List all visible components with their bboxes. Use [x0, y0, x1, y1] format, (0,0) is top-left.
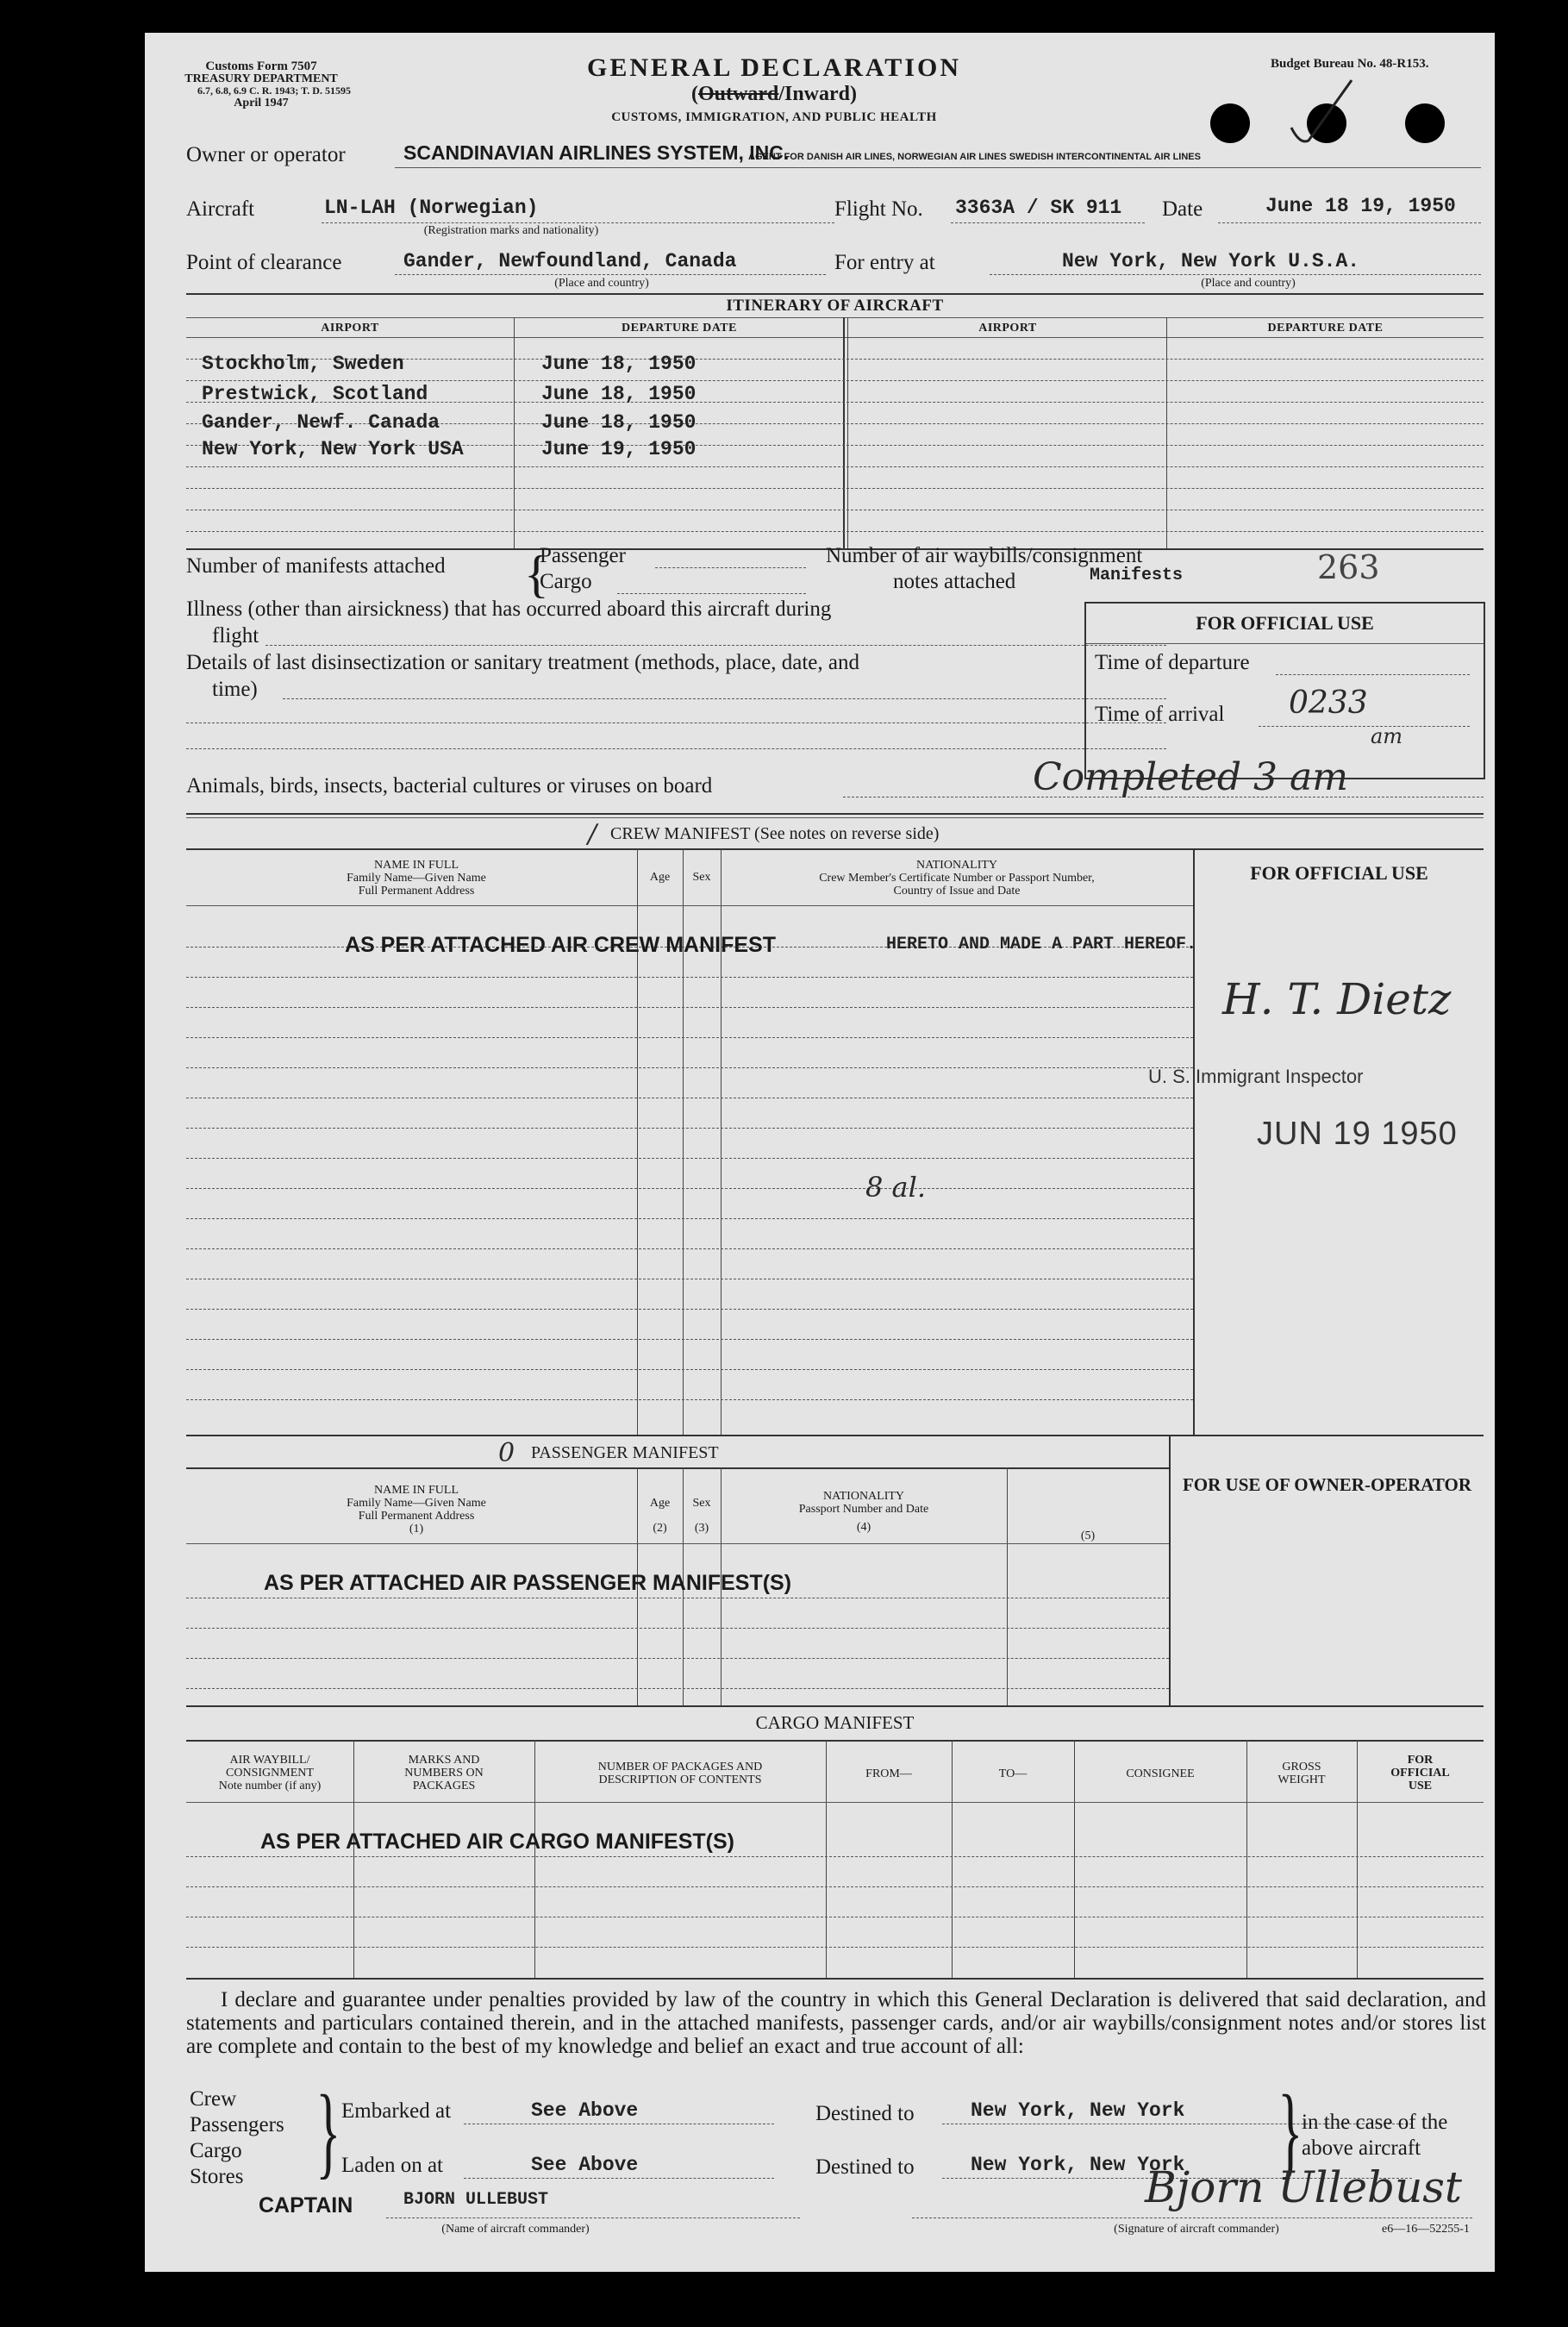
cargo-col8-2: OFFICIAL	[1390, 1767, 1450, 1780]
pax-col-num-2: (2)	[653, 1522, 667, 1535]
captain-caption: (Name of aircraft commander)	[441, 2223, 590, 2236]
crew-col-age: Age	[649, 871, 671, 884]
cargo-manifest-line	[617, 593, 806, 594]
pax-col-nat-2: Passport Number and Date	[798, 1503, 929, 1516]
owner-label: Owner or operator	[186, 143, 346, 166]
passenger-statement: AS PER ATTACHED AIR PASSENGER MANIFEST(S)	[264, 1571, 792, 1595]
disinsect-label-2: time)	[212, 678, 258, 701]
captain-signature: Bjorn Ullebust	[1145, 2162, 1463, 2212]
crew-col-nat-2: Crew Member's Certificate Number or Passport Number,	[819, 872, 1095, 885]
cargo-col-marks	[353, 1754, 534, 1792]
pax-col-num-5: (5)	[1080, 1529, 1096, 1542]
passenger-col-name	[197, 1484, 636, 1536]
time-arrival-label: Time of arrival	[1095, 703, 1225, 726]
manifest-cargo-label: Cargo	[540, 570, 592, 593]
form-date: April 1947	[234, 97, 289, 109]
crew-row-line	[186, 1158, 1193, 1159]
cargo-top-border	[186, 1740, 1484, 1742]
cargo-row-line	[186, 1856, 1484, 1857]
itinerary-header-bottom	[186, 337, 1484, 338]
cargo-col8-3: USE	[1408, 1780, 1433, 1792]
case-text-1: in the case of the	[1302, 2111, 1448, 2134]
itinerary-header-border	[186, 317, 1484, 318]
itinerary-col-date-left: DEPARTURE DATE	[622, 322, 737, 335]
crew-col-name-3: Full Permanent Address	[358, 885, 475, 898]
official-title-rule	[1086, 643, 1484, 644]
itinerary-title: ITINERARY OF AIRCRAFT	[726, 297, 944, 315]
pax-row-line	[186, 1658, 1169, 1659]
itinerary-date: June 18, 1950	[541, 383, 697, 405]
crew-row-line	[186, 1218, 1193, 1219]
itinerary-col-airport-right: AIRPORT	[978, 322, 1037, 335]
inspector-signature: H. T. Dietz	[1222, 974, 1452, 1024]
cargo-statement: AS PER ATTACHED AIR CARGO MANIFEST(S)	[260, 1830, 734, 1854]
clearance-value: Gander, Newfoundland, Canada	[403, 250, 737, 272]
crew-bottom-border	[186, 1435, 1484, 1436]
outward-struck: Outward	[697, 83, 779, 105]
itinerary-divider-right	[1166, 317, 1167, 548]
passenger-count-mark: 0	[498, 1438, 515, 1468]
destined-label-2: Destined to	[815, 2155, 915, 2179]
itinerary-airport: Prestwick, Scotland	[202, 383, 428, 405]
itinerary-row-line	[186, 466, 1484, 467]
declaration-text: I declare and guarantee under penalties provided by law of the country in which this General Declaration is delivered that said declaration, and statements and particulars contained therein, and in the attached manifests, passenger cards, and/or air waybills/consignment notes and/or stores list are complete and contain to the best of my knowledge and belief an exact and true account of all:	[186, 1988, 1486, 2058]
case-text-2: above aircraft	[1302, 2136, 1421, 2160]
customs-form-number: Customs Form 7507	[205, 59, 317, 73]
cargo-col-consignee: CONSIGNEE	[1126, 1767, 1195, 1780]
crew-top-border	[186, 848, 1484, 850]
crew-col-name-2: Family Name—Given Name	[347, 872, 486, 885]
section-divider-2	[186, 817, 1484, 818]
flight-underline	[951, 222, 1145, 223]
crew-statement: AS PER ATTACHED AIR CREW MANIFEST	[345, 933, 776, 957]
disinsect-label-1: Details of last disinsectization or sanitary treatment (methods, place, date, and	[186, 651, 859, 674]
crew-statement-typed: HERETO AND MADE A PART HEREOF.	[886, 935, 1197, 954]
official-use-box	[1084, 602, 1485, 779]
disinsect-line-1	[283, 698, 1166, 699]
itinerary-date: June 19, 1950	[541, 438, 697, 460]
decl-brace-right: }	[1278, 2074, 1303, 2188]
clearance-underline	[395, 274, 826, 275]
cargo-col-weight	[1246, 1761, 1357, 1786]
treasury-dept: TREASURY DEPARTMENT	[184, 72, 338, 85]
cargo-col2-2: NUMBERS ON	[404, 1767, 484, 1780]
illness-label-1: Illness (other than airsickness) that has occurred aboard this aircraft during	[186, 597, 832, 621]
cargo-col2-3: PACKAGES	[412, 1780, 476, 1792]
passenger-header-bottom	[186, 1543, 1169, 1544]
date-value: June 18 19, 1950	[1265, 195, 1456, 217]
aircraft-label: Aircraft	[186, 197, 255, 221]
form-subtitle: (Outward/Inward)	[690, 83, 858, 105]
passenger-col-age	[637, 1497, 683, 1535]
captain-value: BJORN ULLEBUST	[403, 2190, 549, 2210]
itinerary-row-line	[186, 380, 1484, 381]
form-reference: 6.7, 6.8, 6.9 C. R. 1943; T. D. 51595	[197, 84, 351, 97]
crew-row-line	[186, 1037, 1193, 1038]
time-departure-label: Time of departure	[1095, 651, 1250, 674]
completed-note: Completed 3 am	[1033, 755, 1348, 799]
crew-row-line	[186, 1399, 1193, 1400]
passenger-col-nationality	[721, 1490, 1007, 1534]
decl-brace-left: }	[315, 2074, 341, 2188]
date-stamp: JUN 19 1950	[1257, 1116, 1458, 1152]
crew-row-line	[186, 1309, 1193, 1310]
itinerary-top-border	[186, 293, 1484, 295]
crew-col-sex: Sex	[692, 871, 711, 884]
entry-caption: (Place and country)	[1201, 277, 1296, 290]
owner-underline	[395, 167, 1481, 168]
pax-col-age: Age	[649, 1497, 671, 1510]
crew-row-line	[186, 1007, 1193, 1008]
signature-caption: (Signature of aircraft commander)	[1114, 2223, 1279, 2236]
cargo-col-to: TO—	[998, 1767, 1028, 1780]
cargo-col7-2: WEIGHT	[1278, 1773, 1326, 1786]
itinerary-center-divider	[843, 317, 845, 548]
itinerary-row-line	[186, 488, 1484, 489]
punch-hole	[1405, 103, 1445, 143]
itinerary-date: June 18, 1950	[541, 353, 697, 375]
captain-label: CAPTAIN	[259, 2193, 353, 2218]
destined-value-1: New York, New York	[971, 2099, 1185, 2122]
crew-col-nat-3: Country of Issue and Date	[893, 885, 1021, 898]
official-use-title: FOR OFFICIAL USE	[1196, 612, 1374, 634]
cargo-bottom-border	[186, 1978, 1484, 1980]
manifest-passenger-label: Passenger	[540, 544, 626, 567]
time-arrival-suffix: am	[1371, 724, 1403, 748]
cargo-col-from: FROM—	[865, 1767, 912, 1780]
decl-stores: Stores	[190, 2165, 244, 2188]
disinsect-line-2	[186, 722, 1166, 723]
passenger-col-divider	[1007, 1467, 1008, 1705]
pax-col-num-4: (4)	[856, 1521, 871, 1534]
pax-col-nat-1: NATIONALITY	[822, 1490, 905, 1503]
form-agencies: CUSTOMS, IMMIGRATION, AND PUBLIC HEALTH	[611, 110, 937, 124]
owner-value: SCANDINAVIAN AIRLINES SYSTEM, INC.	[403, 141, 790, 164]
laden-value: See Above	[531, 2154, 639, 2176]
punch-hole	[1210, 103, 1250, 143]
flight-value: 3363A / SK 911	[955, 197, 1122, 219]
entry-underline	[990, 274, 1481, 275]
cargo-col-waybill	[186, 1754, 353, 1792]
crew-official-use: FOR OFFICIAL USE	[1250, 862, 1428, 884]
animals-label: Animals, birds, insects, bacterial cultures or viruses on board	[186, 774, 713, 798]
itinerary-airport: Gander, Newf. Canada	[202, 411, 440, 434]
laden-line	[464, 2178, 774, 2179]
entry-label: For entry at	[834, 251, 935, 274]
time-departure-line	[1276, 674, 1470, 675]
crew-title: CREW MANIFEST (See notes on reverse side)	[610, 824, 940, 843]
section-divider	[186, 813, 1484, 815]
inward: /Inward)	[778, 83, 858, 105]
crew-col-name-1: NAME IN FULL	[374, 859, 459, 872]
laden-label: Laden on at	[341, 2154, 444, 2177]
pax-row-line	[186, 1628, 1169, 1629]
crew-row-line	[186, 1339, 1193, 1340]
itinerary-date: June 18, 1950	[541, 411, 697, 434]
crew-col-name	[197, 859, 636, 898]
destined-value-2: New York, New York	[971, 2154, 1185, 2176]
embarked-label: Embarked at	[341, 2099, 452, 2123]
pax-col-name-3: Full Permanent Address	[358, 1510, 475, 1523]
pax-col-name-1: NAME IN FULL	[374, 1484, 459, 1497]
crew-row-line	[186, 1248, 1193, 1249]
cargo-header-bottom	[186, 1802, 1484, 1803]
pax-row-line	[186, 1688, 1169, 1689]
owner-operator-use: FOR USE OF OWNER-OPERATOR	[1182, 1474, 1472, 1495]
form-title: GENERAL DECLARATION	[586, 53, 961, 82]
crew-row-line	[186, 977, 1193, 978]
passenger-bottom-border	[186, 1705, 1484, 1707]
cargo-title: CARGO MANIFEST	[755, 1712, 915, 1733]
pen-check-mark	[1283, 76, 1360, 153]
entry-value: New York, New York U.S.A.	[1062, 250, 1360, 272]
passenger-title: PASSENGER MANIFEST	[531, 1443, 719, 1462]
waybills-label-2: notes attached	[893, 570, 1016, 593]
crew-row-line	[186, 1128, 1193, 1129]
waybills-label-1: Number of air waybills/consignment	[826, 544, 1143, 567]
cargo-col3-1: NUMBER OF PACKAGES AND	[597, 1761, 763, 1773]
time-arrival-line	[1259, 726, 1470, 727]
itinerary-row-line	[186, 531, 1484, 532]
manifests-label: Number of manifests attached	[186, 554, 446, 578]
crew-header-bottom	[186, 905, 1193, 906]
cargo-col-official	[1357, 1754, 1484, 1792]
date-underline	[1218, 222, 1481, 223]
crew-col-nat-1: NATIONALITY	[915, 859, 998, 872]
passenger-manifest-line	[655, 567, 806, 568]
flight-label: Flight No.	[834, 197, 923, 221]
cargo-col7-1: GROSS	[1282, 1761, 1321, 1773]
waybills-count: 263	[1317, 548, 1380, 586]
disinsect-line-3	[186, 748, 1166, 749]
itinerary-center-divider-2	[847, 317, 848, 548]
clearance-label: Point of clearance	[186, 251, 342, 274]
cargo-col8-1: FOR	[1407, 1754, 1434, 1767]
clearance-caption: (Place and country)	[554, 277, 649, 290]
pax-col-num-3: (3)	[694, 1522, 709, 1535]
itinerary-airport: Stockholm, Sweden	[202, 353, 404, 375]
crew-count-mark: /	[588, 819, 597, 849]
itinerary-col-airport-left: AIRPORT	[321, 322, 379, 335]
crew-row-line	[186, 1369, 1193, 1370]
destined-label-1: Destined to	[815, 2102, 915, 2125]
aircraft-underline	[322, 222, 834, 223]
cargo-col-packages	[534, 1761, 826, 1786]
cargo-col2-1: MARKS AND	[408, 1754, 480, 1767]
pax-col-sex: Sex	[692, 1497, 711, 1510]
crew-row-line	[186, 1067, 1193, 1068]
passenger-col-sex	[683, 1497, 721, 1535]
cargo-row-line	[186, 1947, 1484, 1948]
itinerary-col-date-right: DEPARTURE DATE	[1267, 322, 1384, 335]
pax-col-num-1: (1)	[409, 1523, 424, 1536]
crew-note: 8 al.	[865, 1171, 927, 1204]
inspector-title-stamp: U. S. Immigrant Inspector	[1148, 1066, 1364, 1087]
passenger-top-border	[186, 1467, 1169, 1469]
aircraft-caption: (Registration marks and nationality)	[423, 224, 599, 237]
cargo-row-line	[186, 1886, 1484, 1887]
embarked-value: See Above	[531, 2099, 639, 2122]
budget-bureau: Budget Bureau No. 48-R153.	[1271, 57, 1429, 71]
time-arrival-value: 0233	[1289, 685, 1368, 721]
owner-agent: AGENT FOR DANISH AIR LINES, NORWEGIAN AIR LINES SWEDISH INTERCONTINENTAL AIR LINES	[748, 152, 1201, 162]
decl-crew: Crew	[190, 2087, 237, 2111]
crew-col-nationality	[721, 859, 1193, 898]
crew-row-line	[186, 1188, 1193, 1189]
itinerary-divider	[514, 317, 515, 548]
illness-line	[265, 645, 1166, 646]
cargo-col1-2: CONSIGNMENT	[226, 1767, 314, 1780]
cargo-col1-1: AIR WAYBILL/	[229, 1754, 310, 1767]
cargo-col1-3: Note number (if any)	[218, 1780, 322, 1792]
aircraft-value: LN-LAH (Norwegian)	[324, 197, 539, 219]
declaration-form	[145, 33, 1495, 2272]
decl-passengers: Passengers	[190, 2113, 284, 2136]
decl-cargo: Cargo	[190, 2139, 242, 2162]
illness-label-2: flight	[212, 624, 259, 647]
itinerary-airport: New York, New York USA	[202, 438, 464, 460]
waybills-value: Manifests	[1090, 566, 1184, 585]
pax-col-name-2: Family Name—Given Name	[347, 1497, 486, 1510]
footer-code: e6—16—52255-1	[1382, 2223, 1470, 2236]
manifests-brace: {	[524, 546, 549, 603]
date-label: Date	[1162, 197, 1203, 221]
cargo-col3-2: DESCRIPTION OF CONTENTS	[598, 1773, 762, 1786]
